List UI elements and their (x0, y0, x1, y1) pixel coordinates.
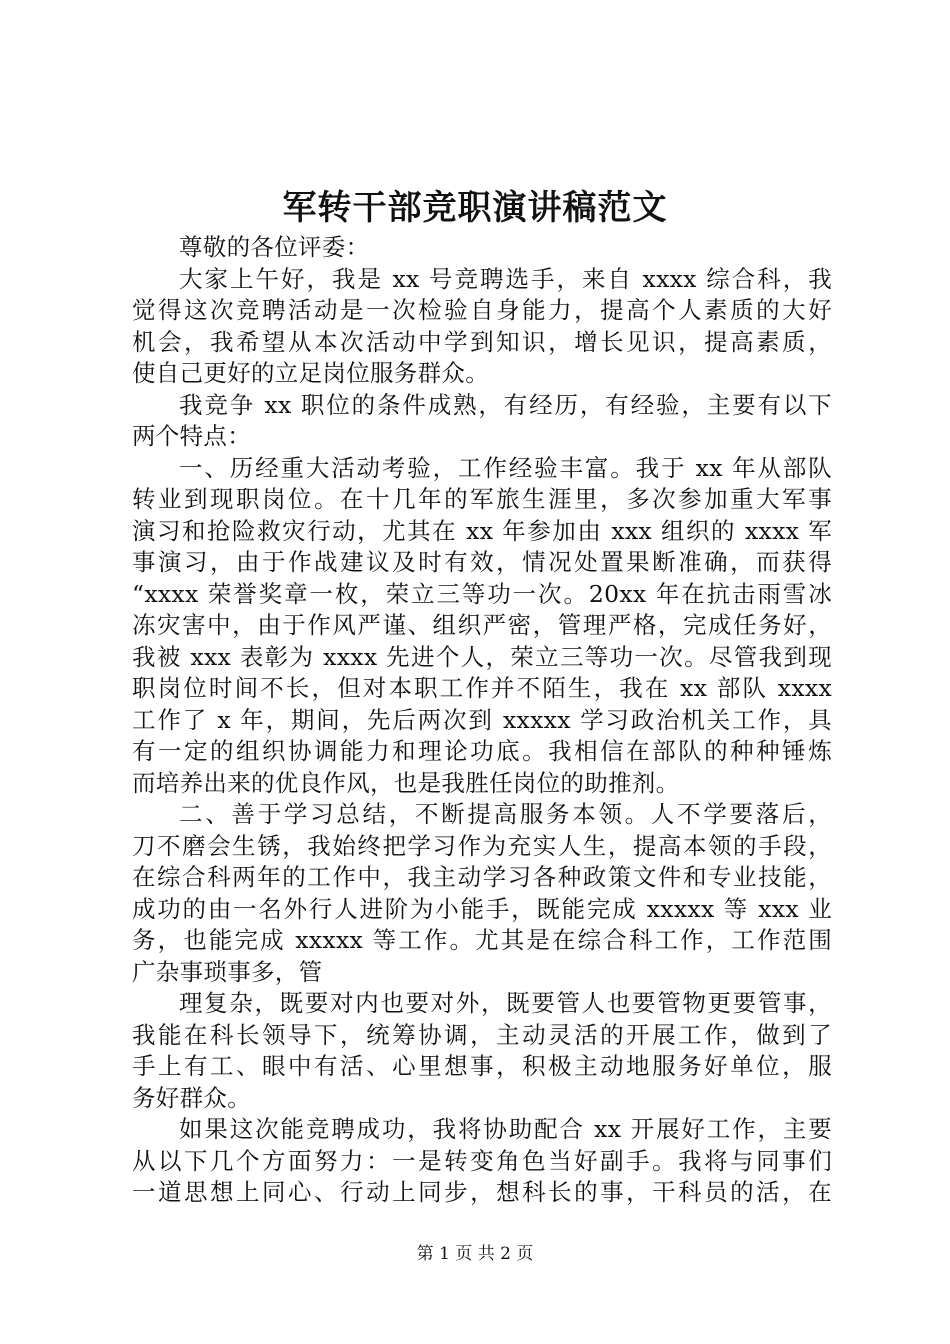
text-line: 务好群众。 (132, 1083, 251, 1112)
text-line: 事演习，由于作战建议及时有效，情况处置果断准确，而获得 (132, 548, 832, 576)
text-line: 成功的由一名外行人进阶为小能手，既能完成 xxxxx 等 xxx 业 (132, 894, 832, 923)
text-line: 大家上午好，我是 xx 号竞聘选手，来自 xxxx 综合科，我 (179, 264, 832, 293)
text-line: 我竞争 xx 职位的条件成熟，有经历，有经验，主要有以下 (179, 390, 832, 419)
text-line: 在综合科两年的工作中，我主动学习各种政策文件和专业技能， (132, 863, 832, 891)
document-title: 军转干部竞职演讲稿范文 (282, 188, 668, 228)
text-line: 转业到现职岗位。在十几年的军旅生涯里，多次参加重大军事 (132, 485, 832, 513)
text-line: 一道思想上同心、行动上同步，想科长的事，干科员的活，在 (132, 1178, 832, 1206)
text-line: 职岗位时间不长，但对本职工作并不陌生，我在 xx 部队 xxxx (132, 674, 832, 702)
text-line: 有一定的组织协调能力和理论功底。我相信在部队的种种锤炼 (132, 737, 832, 765)
text-line: 觉得这次竞聘活动是一次检验自身能力，提高个人素质的大好 (132, 296, 832, 324)
text-line: 我被 xxx 表彰为 xxxx 先进个人，荣立三等功一次。尽管我到现 (132, 642, 832, 671)
text-line: 工作了 x 年，期间，先后两次到 xxxxx 学习政治机关工作，具 (132, 705, 832, 734)
document-body (132, 232, 832, 1209)
text-line: 从以下几个方面努力：一是转变角色当好副手。我将与同事们 (132, 1146, 832, 1175)
text-line: 务，也能完成 xxxxx 等工作。尤其是在综合科工作，工作范围 (132, 926, 832, 954)
text-line: 演习和抢险救灾行动，尤其在 xx 年参加由 xxx 组织的 xxxx 军 (132, 516, 832, 545)
text-line: 尊敬的各位评委： (179, 233, 370, 261)
text-line: 冻灾害中，由于作风严谨、组织严密，管理严格，完成任务好， (132, 611, 832, 639)
text-line: “xxxx 荣誉奖章一枚，荣立三等功一次。20xx 年在抗击雨雪冰 (132, 579, 832, 608)
text-line: 如果这次能竞聘成功，我将协助配合 xx 开展好工作，主要 (179, 1115, 832, 1143)
text-line: 而培养出来的优良作风，也是我胜任岗位的助推剂。 (132, 768, 680, 797)
text-line: 机会，我希望从本次活动中学到知识，增长见识，提高素质， (132, 327, 832, 356)
text-line: 理复杂，既要对内也要对外，既要管人也要管物更要管事， (179, 989, 832, 1017)
text-line: 广杂事琐事多，管 (132, 957, 323, 986)
text-line: 我能在科长领导下，统筹协调，主动灵活的开展工作，做到了 (132, 1020, 832, 1049)
text-line: 二、善于学习总结，不断提高服务本领。人不学要落后， (179, 800, 832, 828)
text-line: 刀不磨会生锈，我始终把学习作为充实人生，提高本领的手段， (132, 831, 832, 860)
text-line: 使自己更好的立足岗位服务群众。 (132, 359, 489, 387)
text-line: 一、历经重大活动考验，工作经验丰富。我于 xx 年从部队 (179, 453, 832, 482)
text-line: 手上有工、眼中有活、心里想事，积极主动地服务好单位，服 (132, 1052, 832, 1080)
page-footer: 第 1 页 共 2 页 (416, 1244, 534, 1264)
text-line: 两个特点： (132, 422, 251, 450)
